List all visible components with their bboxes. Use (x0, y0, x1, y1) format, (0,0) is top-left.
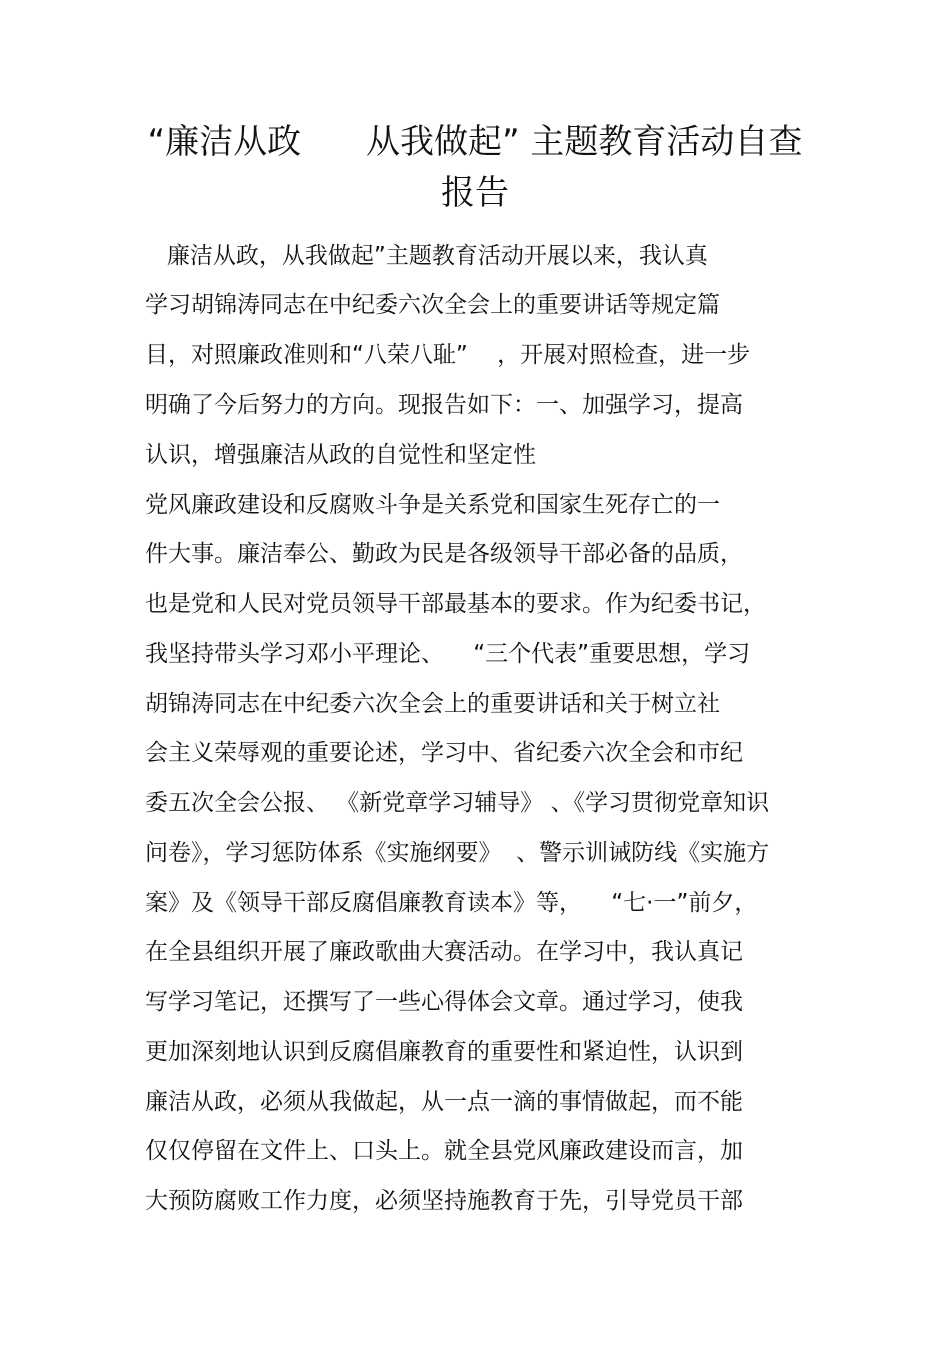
body-line: 目，对照廉政准则和“八荣八耻” ，开展对照检查，进一步 (145, 342, 751, 368)
body-line: 也是党和人民对党员领导干部最基本的要求。作为纪委书记， (145, 591, 766, 617)
body-line: 在全县组织开展了廉政歌曲大赛活动。在学习中，我认真记 (145, 939, 743, 965)
body-line: 案》及《领导干部反腐倡廉教育读本》等， “七·一”前夕， (145, 890, 758, 916)
body-line: 更加深刻地认识到反腐倡廉教育的重要性和紧迫性，认识到 (145, 1039, 743, 1065)
body-line: 廉洁从政，必须从我做起，从一点一滴的事情做起，而不能 (145, 1089, 743, 1115)
body-line: 仅仅停留在文件上、口头上。就全县党风廉政建设而言，加 (145, 1138, 743, 1164)
body-line: 廉洁从政，从我做起”主题教育活动开展以来，我认真 (145, 243, 708, 269)
body-line: 委五次全会公报、 《新党章学习辅导》 、《学习贯彻党章知识 (145, 790, 770, 816)
body-line: 件大事。廉洁奉公、勤政为民是各级领导干部必备的品质， (145, 541, 743, 567)
body-line: 我坚持带头学习邓小平理论、 “三个代表”重要思想，学习 (145, 641, 751, 667)
body-line: 胡锦涛同志在中纪委六次全会上的重要讲话和关于树立社 (145, 691, 720, 717)
body-line: 大预防腐败工作力度，必须坚持施教育于先，引导党员干部 (145, 1188, 743, 1214)
body-line: 会主义荣辱观的重要论述，学习中、省纪委六次全会和市纪 (145, 740, 743, 766)
body-line: 明确了今后努力的方向。现报告如下：一、加强学习，提高 (145, 392, 743, 418)
body-line: 写学习笔记，还撰写了一些心得体会文章。通过学习，使我 (145, 989, 743, 1015)
body-line: 学习胡锦涛同志在中纪委六次全会上的重要讲话等规定篇 (145, 292, 720, 318)
document-title-line-1: “廉洁从政 从我做起” 主题教育活动自查 (147, 122, 803, 162)
body-line: 认识，增强廉洁从政的自觉性和坚定性 (145, 442, 536, 468)
body-line: 问卷》，学习惩防体系《实施纲要》 、警示训诫防线《实施方 (145, 840, 770, 866)
body-line: 党风廉政建设和反腐败斗争是关系党和国家生死存亡的一 (145, 492, 720, 518)
document-title-line-2: 报告 (441, 173, 509, 213)
